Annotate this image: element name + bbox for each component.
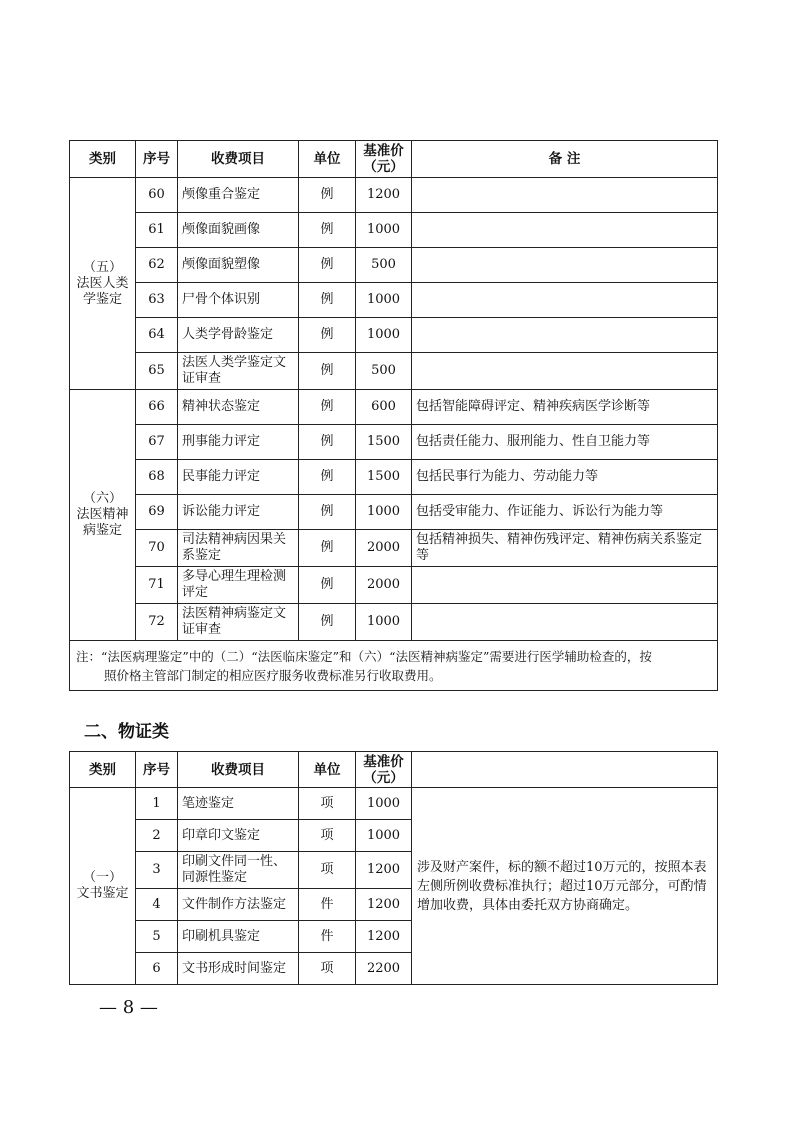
header-remark: 备 注 [412, 141, 718, 178]
item-cell: 颅像面貌画像 [178, 213, 299, 248]
seq-cell: 67 [136, 425, 178, 460]
table-row [70, 248, 718, 283]
table-row [70, 495, 718, 530]
price-cell: 1000 [356, 283, 412, 318]
item-cell: 颅像面貌塑像 [178, 248, 299, 283]
unit-cell: 例 [299, 248, 356, 283]
item-cell: 人类学骨龄鉴定 [178, 318, 299, 353]
item-cell: 印刷文件同一性、同源性鉴定 [178, 852, 299, 889]
remark-cell [412, 604, 718, 641]
item-cell: 精神状态鉴定 [178, 390, 299, 425]
unit-cell: 例 [299, 495, 356, 530]
header-seq: 序号 [136, 141, 178, 178]
price-cell: 600 [356, 390, 412, 425]
page-number: — 8 — [99, 997, 158, 1018]
price-cell: 1200 [356, 889, 412, 921]
table-row [70, 178, 718, 213]
seq-cell: 2 [136, 820, 178, 852]
item-cell: 印刷机具鉴定 [178, 921, 299, 953]
unit-cell: 件 [299, 889, 356, 921]
remark-cell: 包括责任能力、服刑能力、性自卫能力等 [412, 425, 718, 460]
price-cell: 1200 [356, 921, 412, 953]
fee-table-physical-evidence [69, 751, 718, 985]
item-cell: 民事能力评定 [178, 460, 299, 495]
remark-cell [412, 567, 718, 604]
seq-cell: 71 [136, 567, 178, 604]
unit-cell: 例 [299, 178, 356, 213]
seq-cell: 63 [136, 283, 178, 318]
item-cell: 法医精神病鉴定文证审查 [178, 604, 299, 641]
unit-cell: 项 [299, 852, 356, 889]
table-header-row [70, 752, 718, 788]
price-cell: 1000 [356, 318, 412, 353]
table-row [70, 604, 718, 641]
remark-cell: 包括民事行为能力、劳动能力等 [412, 460, 718, 495]
seq-cell: 6 [136, 953, 178, 985]
seq-cell: 65 [136, 353, 178, 390]
seq-cell: 72 [136, 604, 178, 641]
unit-cell: 件 [299, 921, 356, 953]
header-unit: 单位 [299, 141, 356, 178]
unit-cell: 例 [299, 318, 356, 353]
unit-cell: 项 [299, 953, 356, 985]
price-cell: 2200 [356, 953, 412, 985]
item-cell: 司法精神病因果关系鉴定 [178, 530, 299, 567]
header-price: 基准价 （元） [356, 141, 412, 178]
table-row [70, 425, 718, 460]
seq-cell: 68 [136, 460, 178, 495]
item-cell: 笔迹鉴定 [178, 788, 299, 820]
seq-cell: 62 [136, 248, 178, 283]
seq-cell: 4 [136, 889, 178, 921]
category-cell: （一） 文书鉴定 [70, 788, 136, 985]
category-cell: （六） 法医精神病鉴定 [70, 390, 136, 641]
item-cell: 刑事能力评定 [178, 425, 299, 460]
price-cell: 2000 [356, 530, 412, 567]
seq-cell: 60 [136, 178, 178, 213]
item-cell: 尸骨个体识别 [178, 283, 299, 318]
remark-cell [412, 178, 718, 213]
header-item: 收费项目 [178, 752, 299, 788]
remark-cell [412, 318, 718, 353]
header-item: 收费项目 [178, 141, 299, 178]
note-row [70, 641, 718, 691]
remark-cell [412, 283, 718, 318]
unit-cell: 例 [299, 460, 356, 495]
unit-cell: 例 [299, 604, 356, 641]
category-cell: （五） 法医人类学鉴定 [70, 178, 136, 390]
fee-table-forensic [69, 140, 718, 691]
header-seq: 序号 [136, 752, 178, 788]
unit-cell: 例 [299, 567, 356, 604]
unit-cell: 项 [299, 820, 356, 852]
unit-cell: 项 [299, 788, 356, 820]
remark-cell: 包括受审能力、作证能力、诉讼行为能力等 [412, 495, 718, 530]
seq-cell: 5 [136, 921, 178, 953]
unit-cell: 例 [299, 530, 356, 567]
price-cell: 1500 [356, 460, 412, 495]
price-cell: 1200 [356, 852, 412, 889]
table-row [70, 353, 718, 390]
remark-cell [412, 353, 718, 390]
item-cell: 印章印文鉴定 [178, 820, 299, 852]
remark-cell: 包括精神损失、精神伤残评定、精神伤病关系鉴定等 [412, 530, 718, 567]
table-row [70, 788, 718, 820]
section-title: 二、物证类 [84, 722, 169, 742]
item-cell: 多导心理生理检测评定 [178, 567, 299, 604]
header-unit: 单位 [299, 752, 356, 788]
price-cell: 1000 [356, 604, 412, 641]
item-cell: 诉讼能力评定 [178, 495, 299, 530]
header-remark-empty [412, 752, 718, 788]
price-cell: 1500 [356, 425, 412, 460]
header-category: 类别 [70, 141, 136, 178]
table-row [70, 318, 718, 353]
table-row [70, 213, 718, 248]
remark-cell: 涉及财产案件，标的额不超过10万元的，按照本表左侧所例收费标准执行；超过10万元部分，可酌情增加收费，具体由委托双方协商确定。 [412, 788, 718, 985]
unit-cell: 例 [299, 283, 356, 318]
unit-cell: 例 [299, 353, 356, 390]
seq-cell: 64 [136, 318, 178, 353]
table-row [70, 530, 718, 567]
table-note: 注：“法医病理鉴定”中的（二）“法医临床鉴定”和（六）“法医精神病鉴定”需要进行医学辅助检查的，按 照价格主管部门制定的相应医疗服务收费标准另行收取费用。 [70, 641, 718, 691]
unit-cell: 例 [299, 425, 356, 460]
table-header-row [70, 141, 718, 178]
price-cell: 1000 [356, 495, 412, 530]
item-cell: 文书形成时间鉴定 [178, 953, 299, 985]
header-price: 基准价 （元） [356, 752, 412, 788]
price-cell: 2000 [356, 567, 412, 604]
table-row [70, 567, 718, 604]
item-cell: 颅像重合鉴定 [178, 178, 299, 213]
price-cell: 1000 [356, 213, 412, 248]
seq-cell: 70 [136, 530, 178, 567]
price-cell: 500 [356, 353, 412, 390]
item-cell: 文件制作方法鉴定 [178, 889, 299, 921]
remark-cell: 包括智能障碍评定、精神疾病医学诊断等 [412, 390, 718, 425]
seq-cell: 61 [136, 213, 178, 248]
seq-cell: 3 [136, 852, 178, 889]
item-cell: 法医人类学鉴定文证审查 [178, 353, 299, 390]
table-row [70, 390, 718, 425]
remark-cell [412, 248, 718, 283]
unit-cell: 例 [299, 390, 356, 425]
price-cell: 500 [356, 248, 412, 283]
seq-cell: 69 [136, 495, 178, 530]
unit-cell: 例 [299, 213, 356, 248]
table-row [70, 460, 718, 495]
remark-cell [412, 213, 718, 248]
seq-cell: 66 [136, 390, 178, 425]
price-cell: 1000 [356, 820, 412, 852]
seq-cell: 1 [136, 788, 178, 820]
header-category: 类别 [70, 752, 136, 788]
price-cell: 1200 [356, 178, 412, 213]
table-row [70, 283, 718, 318]
price-cell: 1000 [356, 788, 412, 820]
